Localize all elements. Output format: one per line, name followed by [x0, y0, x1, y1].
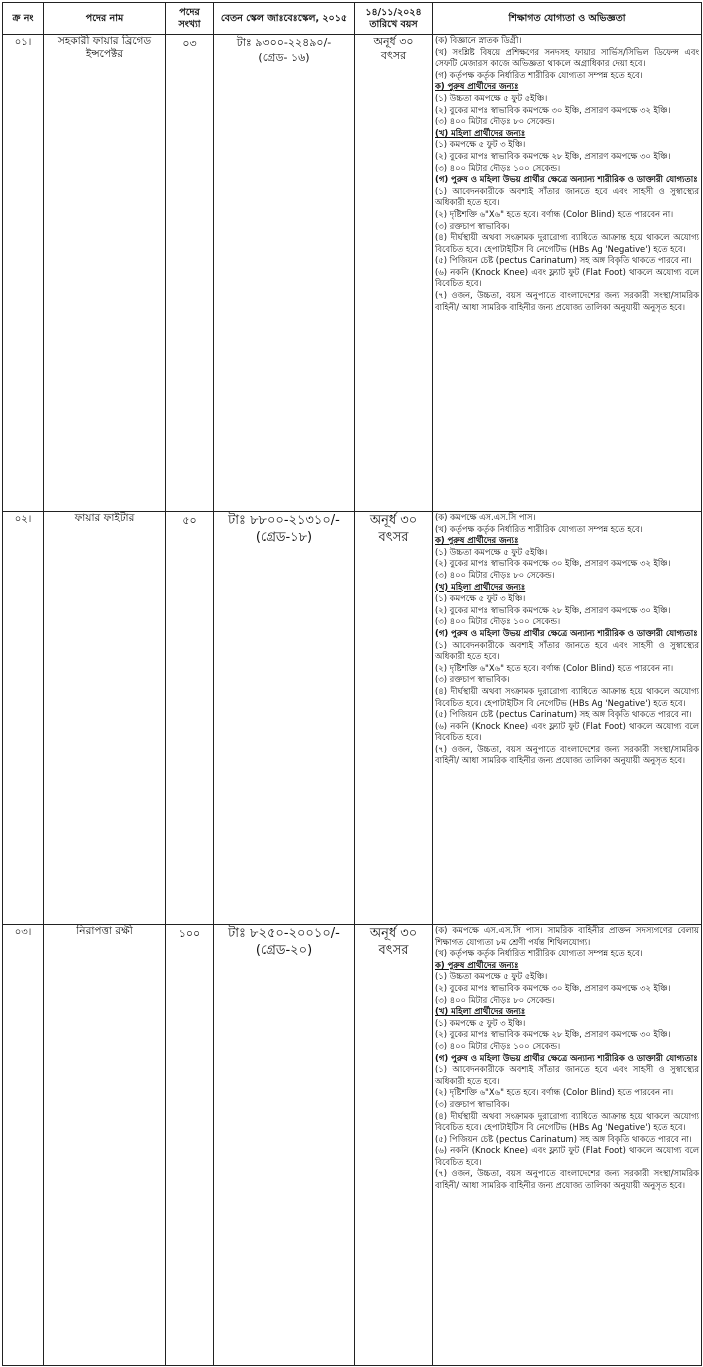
- header-post-count: পদের সংখ্যা: [166, 3, 214, 35]
- age-unit: বৎসর: [378, 530, 409, 545]
- qualification-line: (২) দৃষ্টিশক্তি ৬"X৬" হতে হবে। বর্ণান্ধ (Color Blind) হতে পারবেন না।: [435, 208, 674, 219]
- qualification-line: (খ) সংশ্লিষ্ট বিষয়ে প্রশিক্ষণের সনদসহ ফায়ার সার্ভিস/সিভিল ডিফেন্স এবং সেফটি মেজারস কাজে অভিজ্ঞতা থাকলে অগ্রাধিকার দেয়া হবে।: [435, 46, 699, 69]
- qualification-line: (খ) কর্তৃপক্ষ কর্তৃক নির্ধারিত শারীরিক যোগ্যতা সম্পন্ন হতে হবে।: [435, 523, 643, 534]
- table-row: [3, 35, 702, 512]
- pay-scale-cell: [214, 35, 355, 512]
- qualification-line: ক) পুরুষ প্রার্থীদের জন্যঃ: [435, 81, 519, 92]
- age-limit: অনূর্ধ ৩০: [369, 513, 418, 528]
- header-age: ১৪/১১/২০২৪ তারিখে বয়স: [355, 3, 433, 35]
- qualification-line: (৪) দীর্ঘস্থায়ী অথবা সংক্রামক দুরারোগ্য ব্যাধিতে আক্রান্ত হয়ে থাকলে অযোগ্য বিবেচিত হবে। হেপাটাইটিস বি নেগেটিভ (HBs Ag 'Negative') হতে হবে।: [435, 232, 699, 254]
- qualification-line: (ক) বিজ্ঞানে স্নাতক ডিগ্রী।: [435, 35, 522, 45]
- age-cell: [355, 35, 433, 512]
- pay-grade: (গ্রেড-২০): [255, 943, 313, 958]
- qualification-line: (২) বুকের মাপঃ স্বাভাবিক কমপক্ষে ৩০ ইঞ্চি, প্রসারণ কমপক্ষে ৩২ ইঞ্চি।: [435, 104, 671, 115]
- table-header-row: [3, 3, 702, 35]
- qualification-line: ক) পুরুষ প্রার্থীদের জন্যঃ: [435, 959, 519, 970]
- post-name-cell: ফায়ার ফাইটার: [44, 512, 166, 925]
- qualification-line: (৫) পিজিয়ন চেষ্ট (pectus Carinatum) সহ অঙ্গ বিকৃতি থাকতে পারবে না।: [435, 1133, 692, 1144]
- qualification-line: (৭) ওজন, উচ্চতা, বয়স অনুপাতে বাংলাদেশের জন্য সরকারী সংস্থা/সামরিক বাহিনী/ আধা সামরিক বাহিনীর জন্য প্রযোজ্য তালিকা অনুযায়ী অনুসৃত হবে।: [435, 743, 699, 766]
- qualification-line: (২) বুকের মাপঃ স্বাভাবিক কমপক্ষে ২৮ ইঞ্চি, প্রসারণ কমপক্ষে ৩০ ইঞ্চি।: [435, 604, 671, 615]
- qualification-line: (৭) ওজন, উচ্চতা, বয়স অনুপাতে বাংলাদেশের জন্য সরকারী সংস্থা/সামরিক বাহিনী/ আধা সামরিক বাহিনীর জন্য প্রযোজ্য তালিকা অনুযায়ী অনুসৃত হবে।: [435, 290, 699, 312]
- qualification-line: (২) বুকের মাপঃ স্বাভাবিক কমপক্ষে ৩০ ইঞ্চি, প্রসারণ কমপক্ষে ৩২ ইঞ্চি।: [435, 982, 671, 993]
- age-cell: [355, 925, 433, 1366]
- qualification-line: (১) আবেদনকারীকে অবশ্যই সাঁতার জানতে হবে এবং সাহসী ও সুস্বাস্থ্যের অধিকারী হতে হবে।: [435, 185, 699, 208]
- post-count-cell: ১০০: [166, 925, 214, 1366]
- qualification-line: (১) আবেদনকারীকে অবশ্যই সাঁতার জানতে হবে এবং সাহসী ও সুস্বাস্থ্যের অধিকারী হতে হবে।: [435, 1064, 699, 1086]
- qualification-line: (৬) নকনি (Knock Knee) এবং ফ্ল্যাট ফুট (Flat Foot) থাকলে অযোগ্য বলে বিবেচিত হবে।: [435, 720, 699, 743]
- pay-range: টাঃ ৮৮০০-২১৩১০/-: [228, 513, 340, 528]
- qualification-line: (৩) ৪০০ মিটার দৌড়ঃ ১০০ সেকেন্ড।: [435, 616, 561, 627]
- qualification-line: (৫) পিজিয়ন চেষ্ট (pectus Carinatum) সহ অঙ্গ বিকৃতি থাকতে পারবে না।: [435, 709, 692, 720]
- qualification-line: (ক) কমপক্ষে এস.এস.সি পাস। সামরিক বাহিনীর প্রাক্তন সদস্যগণের বেলায় শিক্ষাগত যোগ্যতা ৮ম শ্রেণী পর্যন্ত শিথিলযোগ্য।: [435, 925, 699, 947]
- pay-grade: (গ্রেড- ১৬): [258, 51, 310, 64]
- serial-cell: ০২।: [3, 512, 44, 925]
- qualification-line: (ক) কমপক্ষে এস.এস.সি পাস।: [435, 512, 536, 522]
- qualification-line: (১) কমপক্ষে ৫ ফুট ৩ ইঞ্চি।: [435, 593, 526, 604]
- qualification-line: (খ) কর্তৃপক্ষ কর্তৃক নির্ধারিত শারীরিক যোগ্যতা সম্পন্ন হতে হবে।: [435, 948, 643, 959]
- pay-scale-cell: [214, 925, 355, 1366]
- table-row: [3, 925, 702, 1366]
- table-row: [3, 512, 702, 925]
- qualification-line: (খ) মহিলা প্রার্থীদের জন্যঃ: [435, 127, 526, 138]
- qualification-line: (২) বুকের মাপঃ স্বাভাবিক কমপক্ষে ২৮ ইঞ্চি, প্রসারণ কমপক্ষে ৩০ ইঞ্চি।: [435, 1029, 671, 1040]
- job-circular-table: [2, 2, 702, 1366]
- qualification-line: (খ) মহিলা প্রার্থীদের জন্যঃ: [435, 1006, 526, 1017]
- qualification-line: (৬) নকনি (Knock Knee) এবং ফ্ল্যাট ফুট (Flat Foot) থাকলে অযোগ্য বলে বিবেচিত হবে।: [435, 266, 699, 289]
- pay-range: টাঃ ৯৩০০-২২৪৯০/-: [236, 36, 332, 49]
- qualification-line: (২) দৃষ্টিশক্তি ৬"X৬" হতে হবে। বর্ণান্ধ (Color Blind) হতে পারবেন না।: [435, 662, 674, 673]
- qualification-line: (২) বুকের মাপঃ স্বাভাবিক কমপক্ষে ২৮ ইঞ্চি, প্রসারণ কমপক্ষে ৩০ ইঞ্চি।: [435, 150, 671, 161]
- serial-cell: ০৩।: [3, 925, 44, 1366]
- qualification-cell: [433, 925, 702, 1366]
- qualification-line: (১) কমপক্ষে ৫ ফুট ৩ ইঞ্চি।: [435, 1017, 526, 1028]
- qualification-line: (১) উচ্চতা কমপক্ষে ৫ ফুট ৫ইঞ্চি।: [435, 546, 548, 557]
- qualification-cell: [433, 35, 702, 512]
- qualification-line: (৩) ৪০০ মিটার দৌড়ঃ ৮০ সেকেন্ড।: [435, 994, 555, 1005]
- qualification-line: (৩) রক্তচাপ স্বাভাবিক।: [435, 674, 510, 685]
- qualification-line: (২) দৃষ্টিশক্তি ৬"X৬" হতে হবে। বর্ণান্ধ (Color Blind) হতে পারবেন না।: [435, 1087, 674, 1098]
- qualification-line: (৩) ৪০০ মিটার দৌড়ঃ ১০০ সেকেন্ড।: [435, 1040, 561, 1051]
- qualification-line: (১) কমপক্ষে ৫ ফুট ৩ ইঞ্চি।: [435, 139, 526, 150]
- age-limit: অনূর্ধ ৩০: [373, 35, 414, 48]
- post-count-cell: ০৩: [166, 35, 214, 512]
- qualification-line: (১) উচ্চতা কমপক্ষে ৫ ফুট ৫ইঞ্চি।: [435, 971, 548, 982]
- qualification-line: (৩) ৪০০ মিটার দৌড়ঃ ৮০ সেকেন্ড।: [435, 569, 555, 580]
- qualification-line: (৩) রক্তচাপ স্বাভাবিক।: [435, 1098, 510, 1109]
- qualification-line: (গ) কর্তৃপক্ষ কর্তৃক নির্ধারিত শারীরিক যোগ্যতা সম্পন্ন হতে হবে।: [435, 69, 643, 80]
- pay-range: টাঃ ৮২৫০-২০০১০/-: [228, 926, 340, 941]
- age-limit: অনূর্ধ ৩০: [369, 926, 418, 941]
- qualification-line: (৭) ওজন, উচ্চতা, বয়স অনুপাতে বাংলাদেশের জন্য সরকারী সংস্থা/সামরিক বাহিনী/ আধা সামরিক বাহিনীর জন্য প্রযোজ্য তালিকা অনুযায়ী অনুসৃত হবে।: [435, 1168, 699, 1191]
- qualification-line: (৩) ৪০০ মিটার দৌড়ঃ ১০০ সেকেন্ড।: [435, 162, 561, 173]
- pay-scale-cell: [214, 512, 355, 925]
- qualification-line: (১) উচ্চতা কমপক্ষে ৫ ফুট ৫ইঞ্চি।: [435, 92, 548, 103]
- post-name-cell: নিরাপত্তা রক্ষী: [44, 925, 166, 1366]
- qualification-line: (৩) ৪০০ মিটার দৌড়ঃ ৮০ সেকেন্ড।: [435, 116, 555, 127]
- age-cell: [355, 512, 433, 925]
- qualification-line: (৬) নকনি (Knock Knee) এবং ফ্ল্যাট ফুট (Flat Foot) থাকলে অযোগ্য বলে বিবেচিত হবে।: [435, 1145, 699, 1167]
- qualification-line: ক) পুরুষ প্রার্থীদের জন্যঃ: [435, 535, 519, 546]
- qualification-line: (৪) দীর্ঘস্থায়ী অথবা সংক্রামক দুরারোগ্য ব্যাধিতে আক্রান্ত হয়ে থাকলে অযোগ্য বিবেচিত হবে। হেপাটাইটিস বি নেগেটিভ (HBs Ag 'Negative') হতে হবে।: [435, 1110, 699, 1133]
- qualification-line: (১) আবেদনকারীকে অবশ্যই সাঁতার জানতে হবে এবং সাহসী ও সুস্বাস্থ্যের অধিকারী হতে হবে।: [435, 639, 699, 662]
- qualification-line: (গ) পুরুষ ও মহিলা উভয় প্রার্থীর ক্ষেত্রে অন্যান্য শারীরিক ও ডাক্তারী যোগ্যতাঃ: [435, 1052, 698, 1063]
- qualification-line: (৪) দীর্ঘস্থায়ী অথবা সংক্রামক দুরারোগ্য ব্যাধিতে আক্রান্ত হয়ে থাকলে অযোগ্য বিবেচিত হবে। হেপাটাইটিস বি নেগেটিভ (HBs Ag 'Negative') হতে হবে।: [435, 685, 699, 708]
- post-name-cell: সহকারী ফায়ার ব্রিগেড ইন্সপেক্টর: [44, 35, 166, 512]
- header-serial: ক্র নং: [3, 3, 44, 35]
- header-pay-scale: বেতন স্কেল জাঃবেঃস্কেল, ২০১৫: [214, 3, 355, 35]
- qualification-line: (খ) মহিলা প্রার্থীদের জন্যঃ: [435, 581, 526, 592]
- qualification-line: (গ) পুরুষ ও মহিলা উভয় প্রার্থীর ক্ষেত্রে অন্যান্য শারীরিক ও ডাক্তারী যোগ্যতাঃ: [435, 174, 698, 185]
- qualification-line: (গ) পুরুষ ও মহিলা উভয় প্রার্থীর ক্ষেত্রে অন্যান্য শারীরিক ও ডাক্তারী যোগ্যতাঃ: [435, 627, 698, 638]
- qualification-cell: [433, 512, 702, 925]
- pay-grade: (গ্রেড-১৮): [255, 530, 313, 545]
- qualification-line: (৫) পিজিয়ন চেষ্ট (pectus Carinatum) সহ অঙ্গ বিকৃতি থাকতে পারবে না।: [435, 255, 692, 266]
- qualification-line: (৩) রক্তচাপ স্বাভাবিক।: [435, 220, 510, 231]
- header-post-name: পদের নাম: [44, 3, 166, 35]
- age-unit: বৎসর: [380, 49, 407, 62]
- post-count-cell: ৫০: [166, 512, 214, 925]
- header-qualification: শিক্ষাগত যোগ্যতা ও অভিজ্ঞতা: [433, 3, 702, 35]
- age-unit: বৎসর: [378, 943, 409, 958]
- qualification-line: (২) বুকের মাপঃ স্বাভাবিক কমপক্ষে ৩০ ইঞ্চি, প্রসারণ কমপক্ষে ৩২ ইঞ্চি।: [435, 558, 671, 569]
- serial-cell: ০১।: [3, 35, 44, 512]
